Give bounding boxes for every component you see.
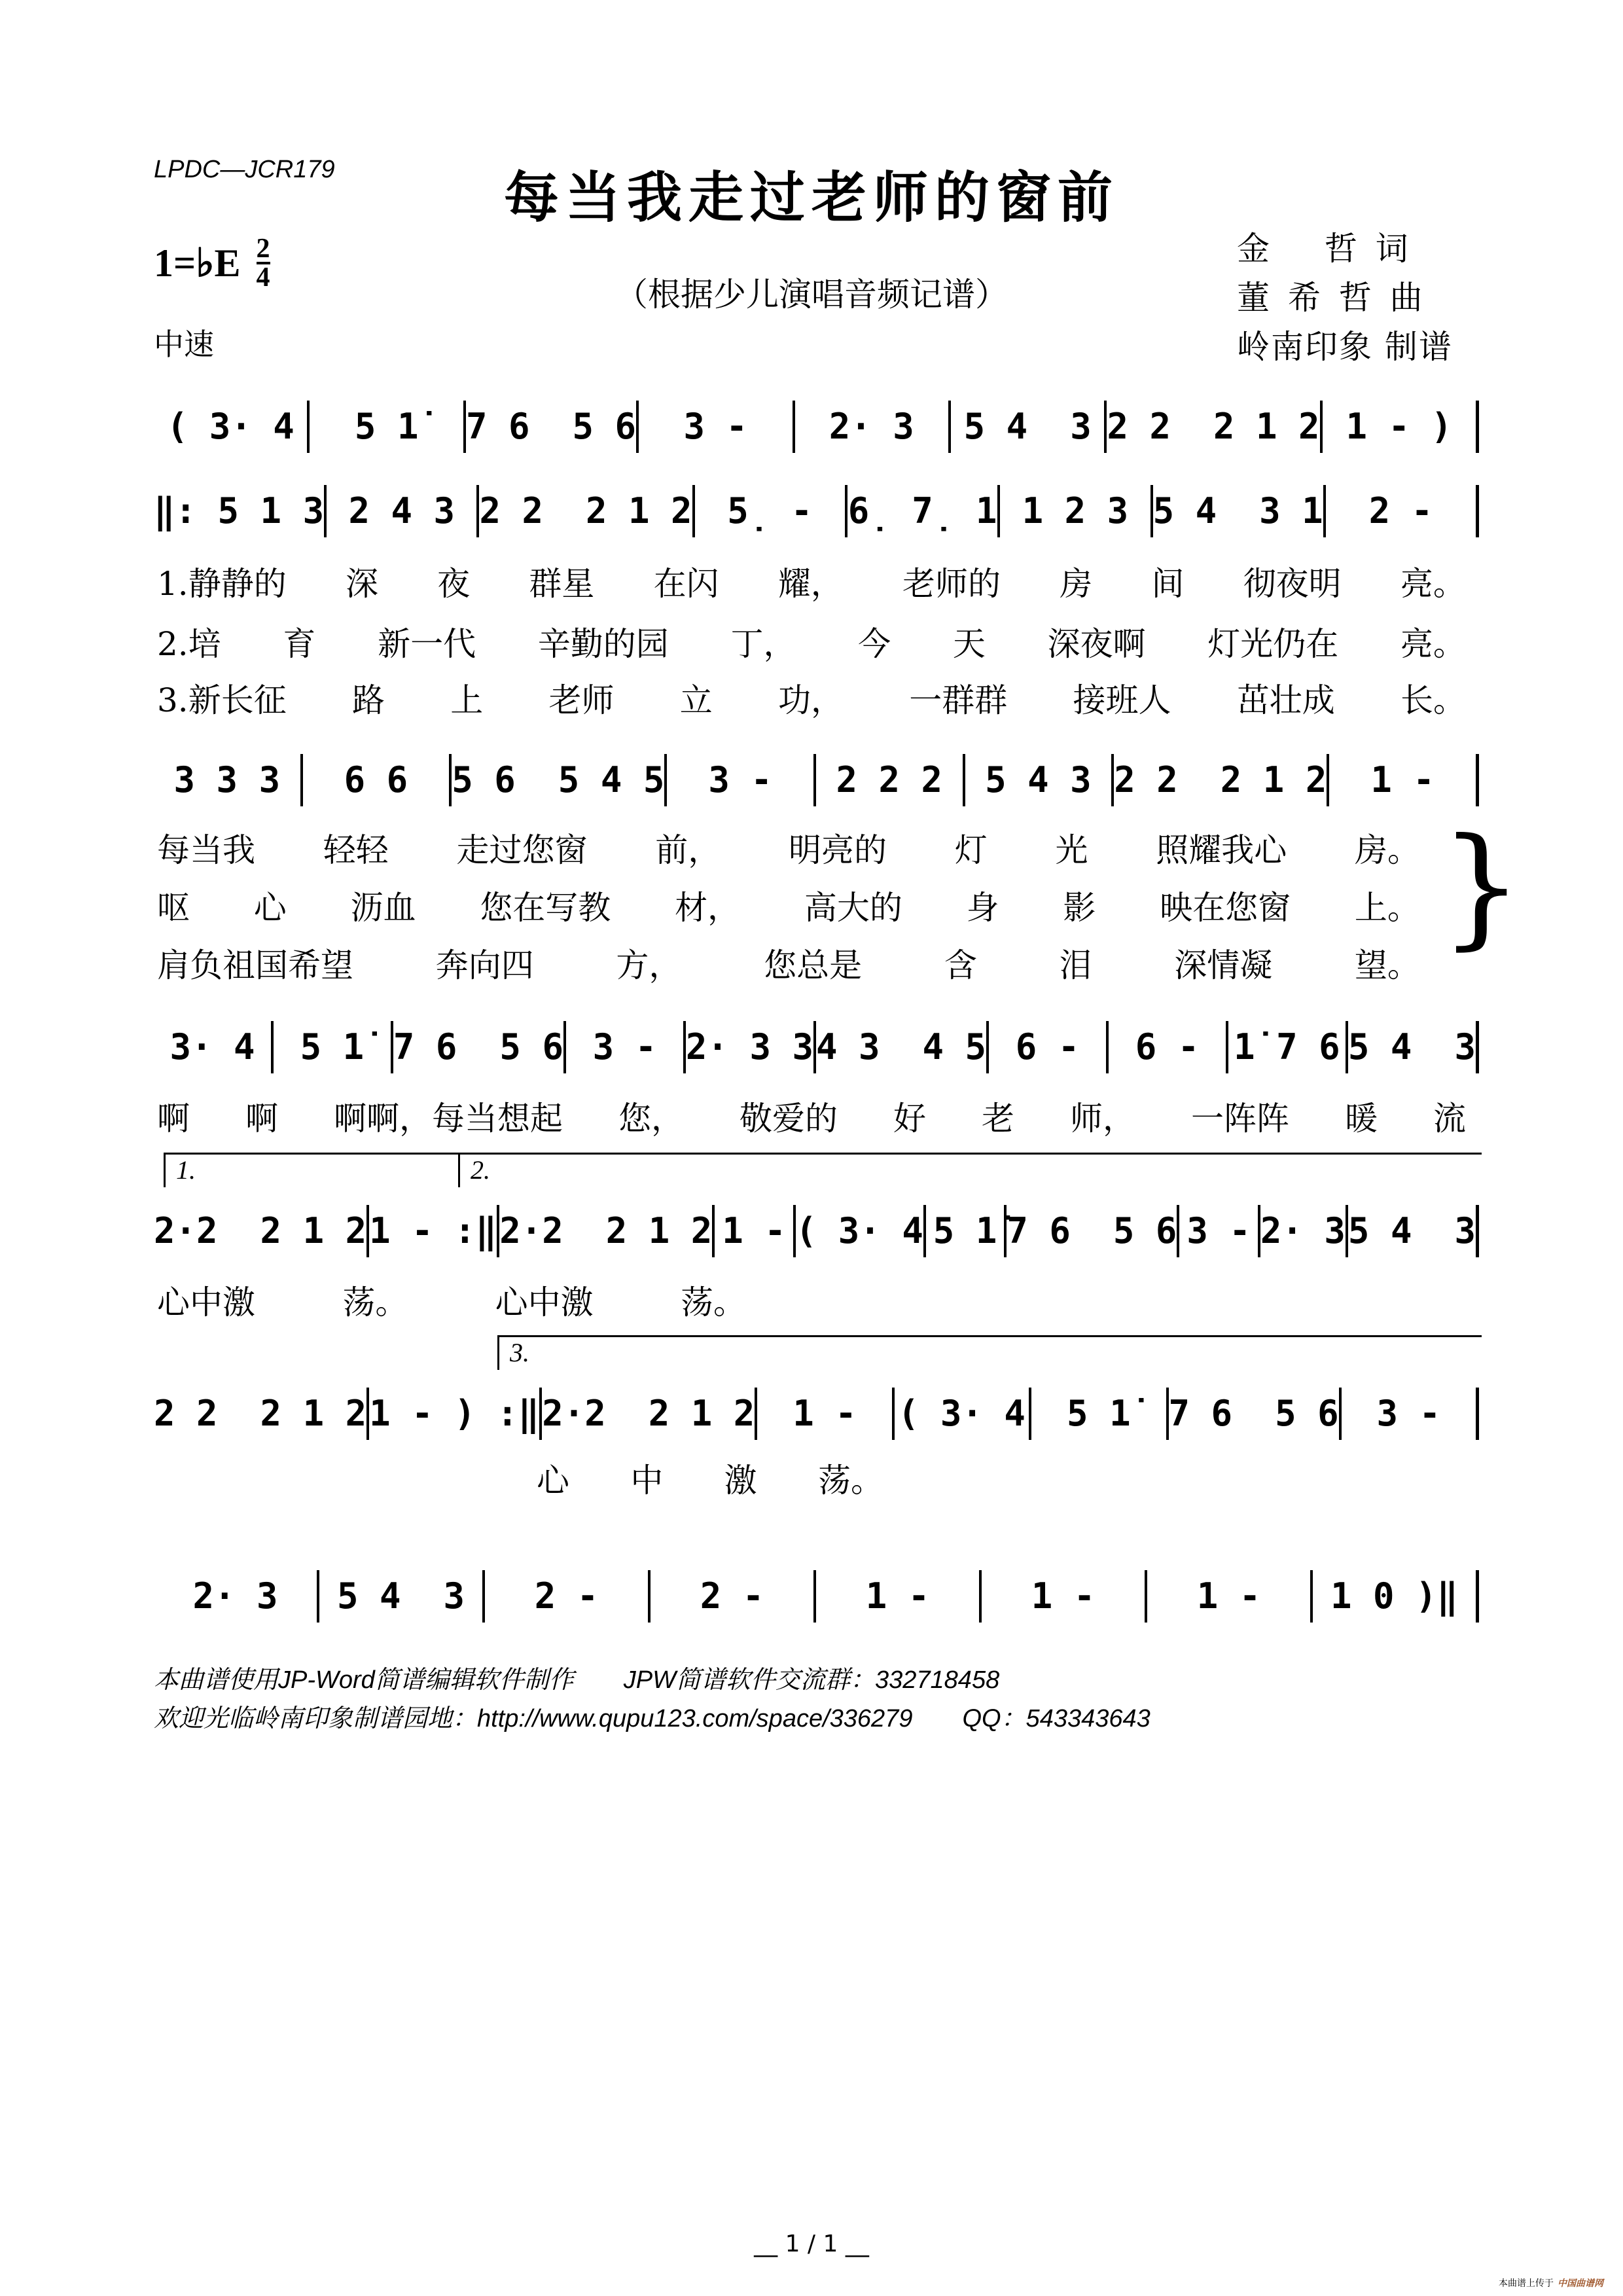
time-top: 2 xyxy=(256,234,270,264)
arranger: 岭南印象 制谱 xyxy=(1237,328,1453,366)
lyric-word: 材， xyxy=(675,889,741,927)
measure: 6̣ 7̣ 1 xyxy=(847,485,1000,537)
lyric-word: 含 xyxy=(944,946,977,984)
lyric-word: 映在您窗 xyxy=(1160,889,1291,927)
staff-row xyxy=(154,1202,1479,1261)
lyric-word: 亮。 xyxy=(1400,565,1466,603)
subtitle: （根据少儿演唱音频记谱） xyxy=(615,276,1008,314)
lyric-word: 敬爱的 xyxy=(740,1100,838,1138)
lyric-word: 深 xyxy=(345,565,378,603)
upload-text: 本曲谱上传于 xyxy=(1499,2278,1554,2289)
staff-row xyxy=(154,397,1479,456)
lyric-word: 心 xyxy=(253,889,287,927)
measure: 2 2 2 1 2 xyxy=(479,485,694,537)
lyric-word: 深情凝 xyxy=(1174,946,1273,984)
measure: 5 6 5 4 5 xyxy=(452,754,667,806)
lyric-word: 激 xyxy=(724,1462,757,1499)
page-number: __ 1 / 1 __ xyxy=(754,2231,869,2257)
lyric-word: 灯 xyxy=(954,831,988,869)
lyric-line xyxy=(157,882,1420,929)
lyric-word: 呕 xyxy=(157,889,190,927)
lyric-word: 在闪 xyxy=(653,565,719,603)
lyric-word: 1.静静的 xyxy=(157,565,287,603)
measure: 6 - xyxy=(989,1021,1109,1073)
measure: 4 3 4 5 xyxy=(816,1021,989,1073)
staff-row xyxy=(154,751,1479,810)
measure: 2 2 2 1 2 xyxy=(1107,401,1322,453)
footer-software: 本曲谱使用JP-Word简谱编辑软件制作 JPW简谱软件交流群：332718458 xyxy=(154,1666,1000,1694)
key-signature xyxy=(154,236,270,291)
lyric-word: 亮。 xyxy=(1400,625,1466,663)
lyric-word: 肩负祖国希望 xyxy=(157,946,353,984)
measure: 1 - ) xyxy=(1323,401,1479,453)
lyric-line xyxy=(537,1454,883,1501)
measure: 5 4 3 1 xyxy=(1153,485,1326,537)
lyric-word: 夜 xyxy=(437,565,471,603)
measure: 5 1̇ xyxy=(926,1205,1007,1257)
staff-row xyxy=(154,482,1479,541)
lyric-word: 影 xyxy=(1063,889,1096,927)
staff-row xyxy=(154,1384,1479,1443)
measure: 2 2 2 1 2 xyxy=(154,1388,369,1440)
measure: 2 4 3 xyxy=(327,485,479,537)
lyric-word: 丁， xyxy=(730,625,796,663)
measure: 5 1̇ xyxy=(274,1021,393,1073)
measure: 1 0 )‖ xyxy=(1313,1570,1479,1623)
upload-badge xyxy=(1499,2276,1603,2289)
lyric-word: 荡。 xyxy=(342,1283,408,1321)
lyric-word: 您总是 xyxy=(764,946,863,984)
measure: 2·2 2 1 2 xyxy=(499,1205,715,1257)
measure: 1 - xyxy=(757,1388,894,1440)
measure: 5 4 3 xyxy=(1348,1205,1479,1257)
measure: 2· 3 xyxy=(1260,1205,1348,1257)
lyric-word: 群星 xyxy=(529,565,595,603)
measure: 2· 3 3 xyxy=(686,1021,816,1073)
measure: 2 - xyxy=(485,1570,651,1623)
measure: 3· 4 xyxy=(154,1021,274,1073)
lyric-word: 房。 xyxy=(1355,831,1420,869)
measure: 3 - xyxy=(566,1021,686,1073)
measure: 3 - xyxy=(667,754,816,806)
measure: 2· 3 xyxy=(154,1570,319,1623)
lyric-line xyxy=(157,674,1466,721)
composer: 董 希 哲 曲 xyxy=(1237,279,1427,317)
score-code: LPDC—JCR179 xyxy=(154,156,335,183)
measure: 5 4 3 xyxy=(319,1570,485,1623)
measure: 2 2 2 xyxy=(816,754,965,806)
lyricist: 金 哲 词 xyxy=(1237,230,1412,268)
key-label: 1=♭E xyxy=(154,242,241,285)
lyric-word: 2.培 xyxy=(157,625,221,663)
lyric-word: 好 xyxy=(893,1100,926,1138)
lyric-word: 间 xyxy=(1151,565,1185,603)
lyric-word: 轻轻 xyxy=(323,831,389,869)
measure: 7 6 5 6 xyxy=(466,401,639,453)
lyric-word: 荡。 xyxy=(680,1283,746,1321)
measure: 1 - xyxy=(1147,1570,1313,1623)
lyric-word: 灯光仍在 xyxy=(1207,625,1339,663)
measure: 1 - ) :‖ xyxy=(369,1388,542,1440)
lyric-line xyxy=(157,1092,1466,1139)
lyric-word: 耀， xyxy=(777,565,844,603)
lyric-word: 茁壮成 xyxy=(1236,681,1335,719)
lyric-word: 天 xyxy=(952,625,986,663)
footer-website: 欢迎光临岭南印象制谱园地：http://www.qupu123.com/space/336279 QQ：543343643 xyxy=(154,1705,1150,1732)
lyric-word: 立 xyxy=(679,681,713,719)
lyric-word: 每当我 xyxy=(157,831,255,869)
lyric-line xyxy=(157,939,1420,986)
lyric-word: 上 xyxy=(450,681,484,719)
lyric-word: 心 xyxy=(537,1462,569,1499)
staff-row xyxy=(154,1567,1479,1626)
measure: 5 4 3 xyxy=(1348,1021,1479,1073)
lyric-word: 流 xyxy=(1433,1100,1466,1138)
time-bottom: 4 xyxy=(256,262,270,293)
measure: 1 - :‖ xyxy=(369,1205,499,1257)
lyric-word: 光 xyxy=(1055,831,1088,869)
staff-row xyxy=(154,1018,1479,1077)
lyric-line xyxy=(157,824,1420,871)
lyric-word: 沥血 xyxy=(350,889,416,927)
lyric-word: 照耀我心 xyxy=(1156,831,1287,869)
measure: 2· 3 xyxy=(795,401,951,453)
measure: ( 3· 4 xyxy=(154,401,310,453)
lyric-word: 房 xyxy=(1060,565,1093,603)
lyric-word: 一阵阵 xyxy=(1191,1100,1289,1138)
measure: 7 6 5 6 xyxy=(1169,1388,1342,1440)
lyric-word: 泪 xyxy=(1059,946,1092,984)
lyric-word: 接班人 xyxy=(1073,681,1171,719)
lyric-word: 走过您窗 xyxy=(456,831,588,869)
measure: ( 3· 4 xyxy=(895,1388,1031,1440)
lyric-word: 您， xyxy=(618,1100,684,1138)
measure: 1 - xyxy=(715,1205,795,1257)
measure: 1 - xyxy=(982,1570,1147,1623)
measure: 1 - xyxy=(1329,754,1479,806)
measure: 6 - xyxy=(1109,1021,1228,1073)
measure: 2 - xyxy=(1326,485,1479,537)
tempo: 中速 xyxy=(154,327,214,362)
lyric-word: 荡。 xyxy=(817,1462,883,1499)
lyric-word: 您在写教 xyxy=(480,889,611,927)
measure: 6 6 xyxy=(303,754,452,806)
measure: 2 - xyxy=(651,1570,816,1623)
lyric-word: 前， xyxy=(655,831,721,869)
measure: 7 6 5 6 xyxy=(1007,1205,1179,1257)
lyric-word: 师， xyxy=(1070,1100,1135,1138)
volta-bracket: 1. xyxy=(164,1153,464,1187)
measure: 3 - xyxy=(1179,1205,1260,1257)
measure: 2·2 2 1 2 xyxy=(542,1388,757,1440)
lyric-word: 中 xyxy=(630,1462,664,1499)
lyric-word: 高大的 xyxy=(804,889,902,927)
measure: 2·2 2 1 2 xyxy=(154,1205,369,1257)
lyric-word: 今 xyxy=(858,625,891,663)
site-logo: 中国曲谱网 xyxy=(1558,2278,1603,2289)
lyric-word: 心中激 xyxy=(495,1283,594,1321)
lyric-word: 心中激 xyxy=(157,1283,255,1321)
lyric-word: 新一代 xyxy=(378,625,476,663)
lyric-line xyxy=(157,618,1466,665)
measure: 1 2 3 xyxy=(1000,485,1152,537)
page-title: 每当我走过老师的窗前 xyxy=(503,165,1119,230)
measure: 3 3 3 xyxy=(154,754,303,806)
measure: 1̇ 7 6 xyxy=(1228,1021,1348,1073)
measure: 5 1̇ xyxy=(310,401,465,453)
measure: 2 2 2 1 2 xyxy=(1114,754,1329,806)
measure: ‖: 5 1 3 xyxy=(154,485,327,537)
measure: ( 3· 4 xyxy=(796,1205,926,1257)
lyric-word: 啊 xyxy=(245,1100,278,1138)
lyric-word: 老师 xyxy=(548,681,615,719)
measure: 1 - xyxy=(816,1570,982,1623)
volta-bracket: 3. xyxy=(497,1335,1482,1370)
lyric-word: 3.新长征 xyxy=(157,681,287,719)
lyric-word: 明亮的 xyxy=(789,831,887,869)
lyric-word: 老师的 xyxy=(902,565,1001,603)
volta-bracket: 2. xyxy=(458,1153,1482,1187)
lyric-line xyxy=(157,1276,746,1323)
lyric-word: 一群群 xyxy=(909,681,1008,719)
lyric-word: 深夜啊 xyxy=(1047,625,1146,663)
lyric-word: 身 xyxy=(966,889,999,927)
lyric-word: 长。 xyxy=(1400,681,1466,719)
measure: 5 1̇ xyxy=(1031,1388,1168,1440)
verse-brace: } xyxy=(1440,810,1524,963)
lyric-line xyxy=(157,558,1466,605)
lyric-word: 辛勤的园 xyxy=(537,625,669,663)
lyric-word: 奔向四 xyxy=(435,946,534,984)
lyric-word: 彻夜明 xyxy=(1243,565,1342,603)
lyric-word: 望。 xyxy=(1354,946,1420,984)
lyric-word: 功， xyxy=(777,681,844,719)
time-signature xyxy=(257,236,270,291)
measure: 5 4 3 xyxy=(951,401,1107,453)
lyric-word: 老 xyxy=(982,1100,1014,1138)
measure: 5̣ - xyxy=(695,485,847,537)
measure: 5 4 3 xyxy=(965,754,1115,806)
measure: 3 - xyxy=(1342,1388,1479,1440)
measure: 3 - xyxy=(639,401,794,453)
lyric-word: 育 xyxy=(283,625,316,663)
lyric-word: 路 xyxy=(351,681,385,719)
lyric-word: 暖 xyxy=(1345,1100,1378,1138)
lyric-word: 啊啊，每当想起 xyxy=(334,1100,563,1138)
lyric-word: 啊 xyxy=(157,1100,190,1138)
lyric-word: 方， xyxy=(616,946,682,984)
lyric-word: 上。 xyxy=(1354,889,1420,927)
measure: 7 6 5 6 xyxy=(393,1021,566,1073)
